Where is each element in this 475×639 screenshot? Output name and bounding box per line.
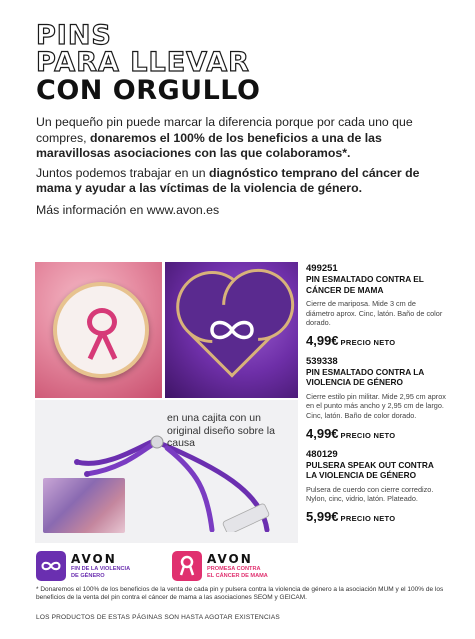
intro-paragraph-1 [36,115,441,162]
logo-brand: AVON [207,552,253,566]
product-description: Cierre estilo pin militar. Mide 2,95 cm aprox en el punto más ancho y 2,95 cm de largo. Cinc, latón. Baño de color dorado. [306,391,446,420]
intro-p2-plain: Juntos podemos trabajar en un [36,165,209,180]
product-price [306,426,446,441]
product-name: PIN ESMALTADO CONTRA LA VIOLENCIA DE GÉNERO [306,366,424,388]
product-item [306,449,446,524]
product-code: 480129 [306,448,338,460]
product-description: Pulsera de cuerdo con cierre corredizo. Nylon, cinc, vidrio, latón. Plateado. [306,484,434,504]
infinity-icon [206,317,258,343]
avon-gender-violence-logo [36,548,130,584]
stock-disclaimer: LOS PRODUCTOS DE ESTAS PÁGINAS SON HASTA AGOTAR EXISTENCIAS [36,614,280,621]
product-description: Cierre de mariposa. Mide 3 cm de diámetro aprox. Cinc, latón. Baño de color dorado. [306,299,443,328]
product-name: PULSERA SPEAK OUT CONTRA LA VIOLENCIA DE GÉNERO [306,459,434,481]
intro-p1-bold: donaremos el 100% de los beneficios a una de las maravillosas asociaciones con las que colaboramos*. [36,130,382,160]
product-list [306,263,446,532]
intro-text [36,115,441,222]
product-item [306,356,446,441]
footnote: * Donaremos el 100% de los beneficios de la venta de cada pin y pulsera contra la violencia de género a la asociación MUM y el 100% de los beneficios de la venta del pin contra el cáncer de mama a las asociaciones SEOM y GEICAM. [36,586,444,602]
price-value: 4,99€ [306,425,339,441]
title-line-3: CON ORGULLO [36,75,261,106]
bracelet-photo [35,400,298,543]
price-value: 5,99€ [306,508,339,524]
title-line-1: PINS [36,20,112,51]
more-info-link[interactable]: Más información en www.avon.es [36,202,220,217]
gift-box [43,478,125,533]
product-price [306,509,446,524]
price-label: PRECIO NETO [340,430,396,440]
product-code: 499251 [306,263,338,274]
avon-breast-cancer-logo [172,548,268,584]
logo-subtitle-2: DE GÉNERO [71,572,105,579]
logo-subtitle-2: EL CÁNCER DE MAMA [207,572,268,579]
product-code: 539338 [306,355,338,367]
title-line-2: PARA LLEVAR [36,47,250,78]
logo-brand: AVON [71,552,117,566]
ribbon-icon [172,551,202,581]
product-item [306,263,446,348]
price-label: PRECIO NETO [340,337,396,347]
logo-subtitle-1: FIN DE LA VIOLENCIA [71,566,131,572]
gender-violence-pin-photo [165,262,298,398]
price-label: PRECIO NETO [340,513,396,523]
page-title [36,22,261,105]
product-price [306,333,446,348]
infinity-icon [36,551,66,581]
intro-p2-bold: diagnóstico temprano del cáncer de mama y ayudar a las víctimas de la violencia de género. [36,165,420,195]
price-value: 4,99€ [306,332,339,348]
product-name: PIN ESMALTADO CONTRA EL CÁNCER DE MAMA [306,274,424,295]
intro-paragraph-2 [36,166,441,197]
pink-ribbon-pin [53,282,149,378]
logo-subtitle-1: PROMESA CONTRA [207,566,261,572]
intro-p1-plain: Un pequeño pin puede marcar la diferencia porque por cada uno que compres, [36,115,413,145]
bracelet-caption: en una cajita con un original diseño sobre la causa [167,412,275,449]
breast-cancer-pin-photo [35,262,162,398]
